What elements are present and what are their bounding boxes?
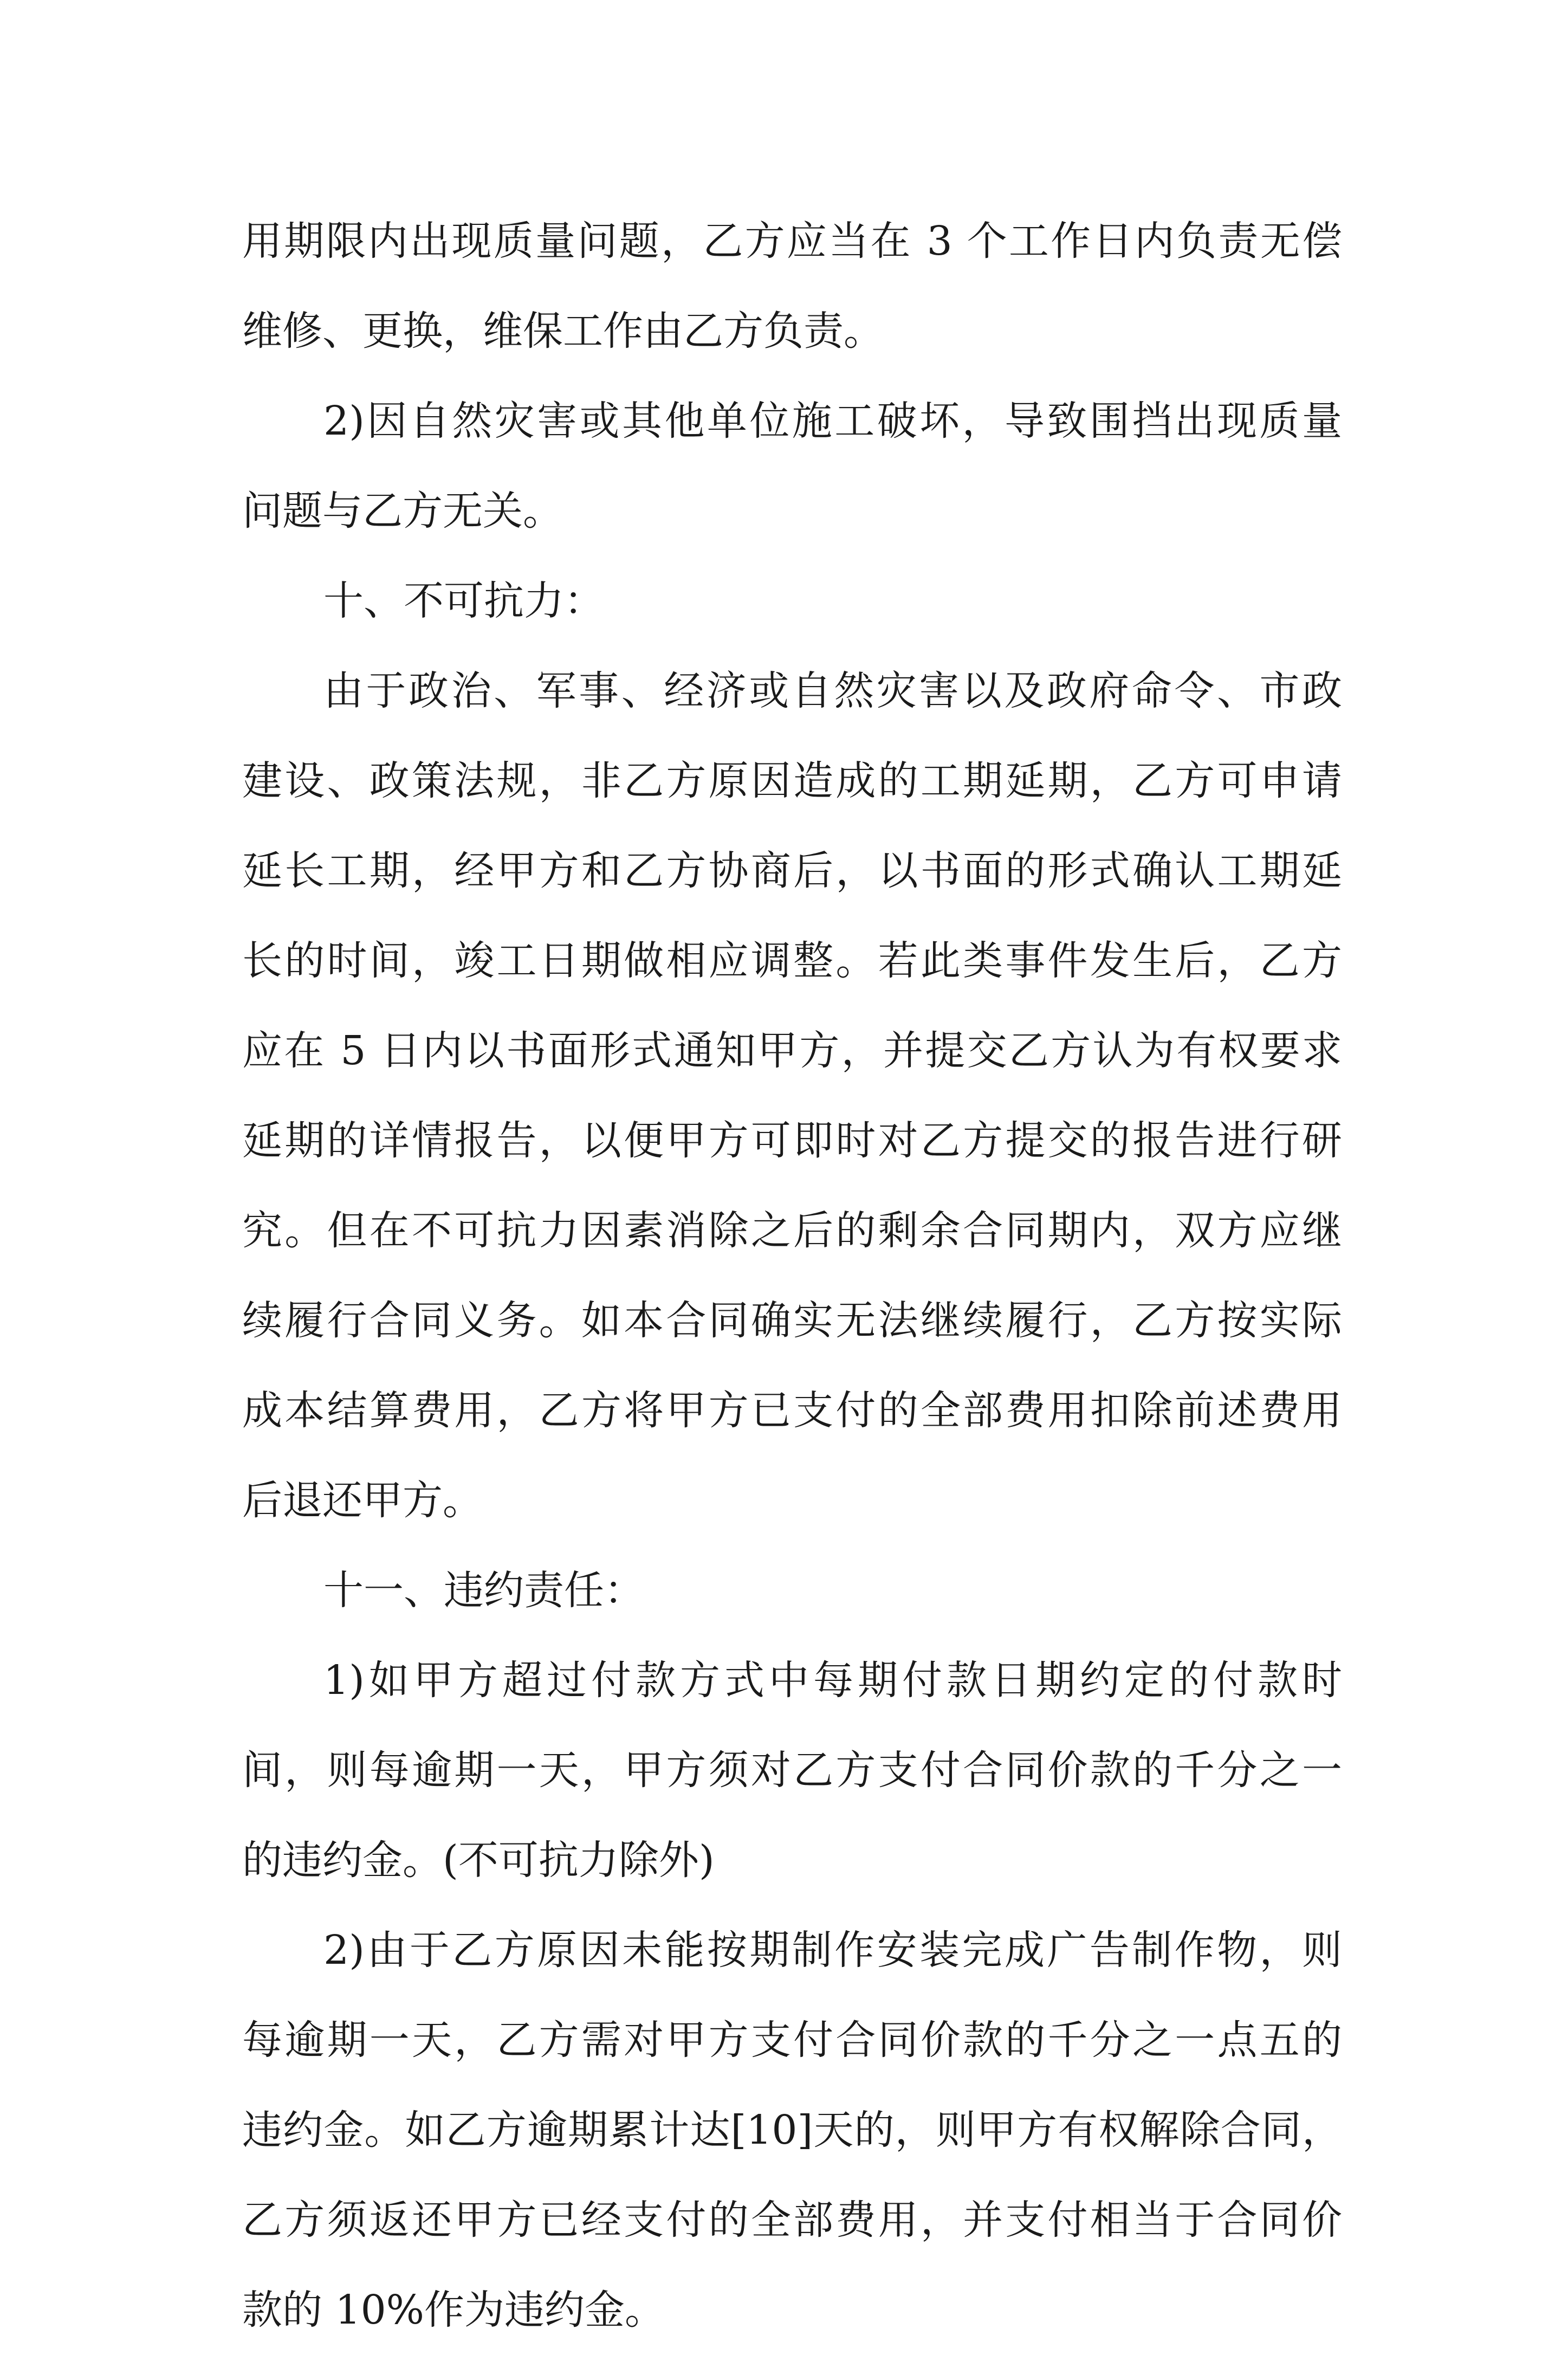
- text-line: 延长工期，经甲方和乙方协商后，以书面的形式确认工期延: [242, 847, 1342, 894]
- text-line: 违约金。如乙方逾期累计达[10]天的，则甲方有权解除合同，: [242, 2107, 1342, 2153]
- section-heading: 十一、违约责任：: [323, 1567, 644, 1614]
- section-heading-force-majeure: [242, 556, 1342, 646]
- text-line: 2)因自然灾害或其他单位施工破坏，导致围挡出现质量: [323, 398, 1342, 444]
- paragraph-warranty-continued: [242, 196, 1342, 376]
- text-line: 2)由于乙方原因未能按期制作安装完成广告制作物，则: [323, 1927, 1342, 1974]
- paragraph-party-a-late-payment: [242, 1635, 1342, 1905]
- text-line: 用期限内出现质量问题，乙方应当在 3 个工作日内负责无偿: [242, 218, 1342, 264]
- section-heading-breach-liability: [242, 1545, 1342, 1635]
- text-line: 维修、更换，维保工作由乙方负责。: [242, 308, 884, 354]
- text-line: 每逾期一天，乙方需对甲方支付合同价款的千分之一点五的: [242, 2017, 1342, 2063]
- text-line: 款的 10%作为违约金。: [242, 2287, 665, 2333]
- text-line: 长的时间，竣工日期做相应调整。若此类事件发生后，乙方: [242, 937, 1342, 984]
- text-line: 间，则每逾期一天，甲方须对乙方支付合同价款的千分之一: [242, 1747, 1342, 1794]
- text-line: 由于政治、军事、经济或自然灾害以及政府命令、市政: [323, 668, 1342, 714]
- text-line: 建设、政策法规，非乙方原因造成的工期延期，乙方可申请: [242, 758, 1342, 804]
- text-line: 后退还甲方。: [242, 1477, 483, 1524]
- text-line: 乙方须返还甲方已经支付的全部费用，并支付相当于合同价: [242, 2197, 1342, 2243]
- text-line: 应在 5 日内以书面形式通知甲方，并提交乙方认为有权要求: [242, 1027, 1342, 1074]
- paragraph-warranty-exemption: [242, 376, 1342, 556]
- document-body: [242, 196, 1342, 2355]
- paragraph-party-b-delay: [242, 1905, 1342, 2355]
- text-line: 1)如甲方超过付款方式中每期付款日期约定的付款时: [323, 1657, 1342, 1704]
- section-heading: 十、不可抗力：: [323, 578, 604, 624]
- paragraph-force-majeure: [242, 646, 1342, 1545]
- text-line: 问题与乙方无关。: [242, 488, 563, 534]
- text-line: 成本结算费用，乙方将甲方已支付的全部费用扣除前述费用: [242, 1387, 1342, 1434]
- text-line: 究。但在不可抗力因素消除之后的剩余合同期内，双方应继: [242, 1207, 1342, 1254]
- text-line: 续履行合同义务。如本合同确实无法继续履行，乙方按实际: [242, 1297, 1342, 1344]
- text-line: 的违约金。(不可抗力除外): [242, 1837, 715, 1884]
- text-line: 延期的详情报告，以便甲方可即时对乙方提交的报告进行研: [242, 1117, 1342, 1164]
